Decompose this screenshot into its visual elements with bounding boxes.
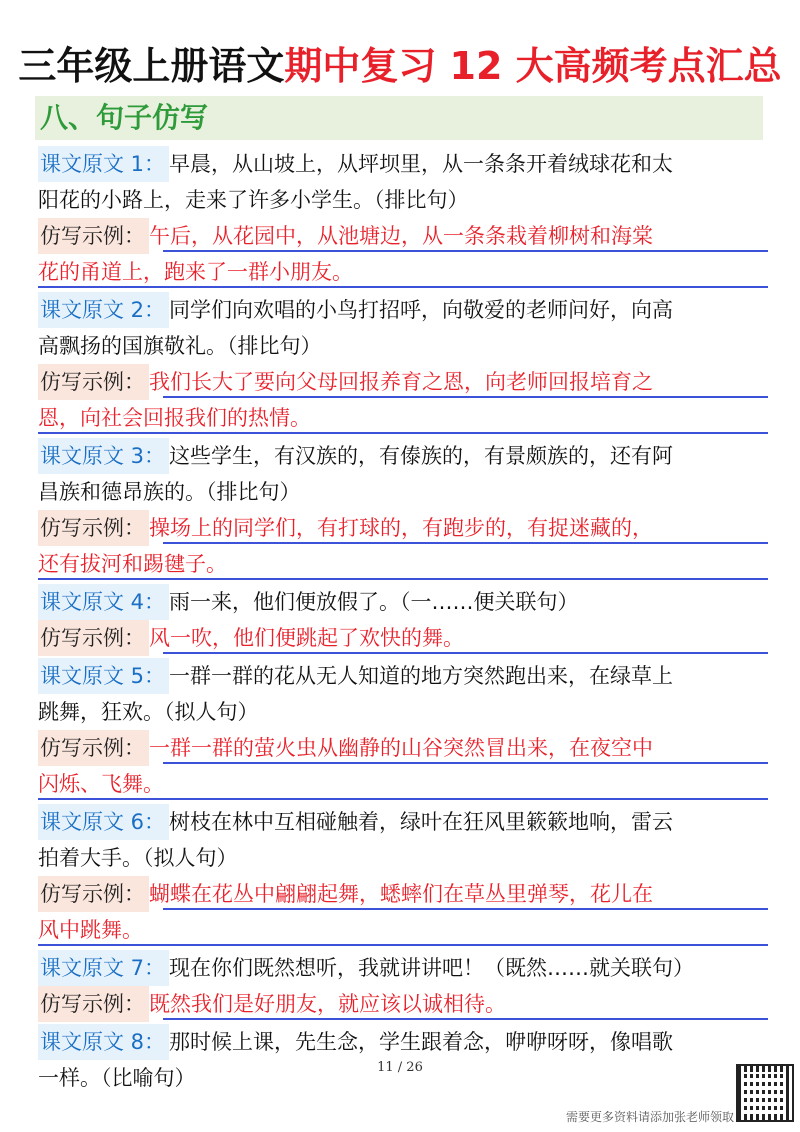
original-label: 课文原文 5：: [38, 658, 169, 694]
example-line: [38, 254, 768, 290]
underline: [38, 286, 768, 288]
section-title: 八、句子仿写: [40, 101, 209, 134]
original-text: 一群一群的花从无人知道的地方突然跑出来，在绿草上: [169, 664, 674, 688]
underline: [163, 542, 768, 544]
original-label: 课文原文 3：: [38, 438, 169, 474]
example-label: 仿写示例：: [38, 730, 149, 766]
example-text: 还有拔河和踢毽子。: [38, 552, 227, 576]
footer-note: 需要更多资料请添加张老师领取: [566, 1110, 735, 1124]
item-block: [38, 658, 768, 802]
item-block: [38, 146, 768, 290]
example-text: 我们长大了要向父母回报养育之恩，向老师回报培育之: [149, 370, 653, 394]
original-text: 拍着大手。（拟人句）: [38, 846, 238, 870]
example-text: 既然我们是好朋友，就应该以诚相待。: [149, 992, 506, 1016]
example-text: 风中跳舞。: [38, 918, 143, 942]
original-line: [38, 694, 768, 730]
underline: [38, 798, 768, 800]
example-text: 一群一群的萤火虫从幽静的山谷突然冒出来，在夜空中: [149, 736, 653, 760]
example-text: 闪烁、飞舞。: [38, 772, 164, 796]
example-line: [38, 546, 768, 582]
underline: [163, 908, 768, 910]
underline: [163, 1018, 768, 1020]
example-label: 仿写示例：: [38, 620, 149, 656]
example-label: 仿写示例：: [38, 364, 149, 400]
example-text: 风一吹，他们便跳起了欢快的舞。: [149, 626, 464, 650]
qr-code-icon: [738, 1066, 792, 1120]
underline: [38, 432, 768, 434]
original-line: [38, 474, 768, 510]
item-block: [38, 804, 768, 948]
original-text: 现在你们既然想听，我就讲讲吧！（既然……就关联句）: [169, 956, 695, 980]
original-text: 同学们向欢唱的小鸟打招呼，向敬爱的老师问好，向高: [169, 298, 674, 322]
original-text: 高飘扬的国旗敬礼。（排比句）: [38, 334, 322, 358]
original-text: 跳舞，狂欢。（拟人句）: [38, 700, 259, 724]
original-text: 树枝在林中互相碰触着，绿叶在狂风里簌簌地响，雷云: [169, 810, 674, 834]
item-block: [38, 584, 768, 656]
example-text: 操场上的同学们，有打球的，有跑步的，有捉迷藏的，: [149, 516, 653, 540]
example-line: [38, 986, 768, 1022]
page-number: 11 / 26: [377, 1060, 423, 1075]
underline: [163, 762, 768, 764]
original-label: 课文原文 2：: [38, 292, 169, 328]
example-label: 仿写示例：: [38, 218, 149, 254]
example-label: 仿写示例：: [38, 876, 149, 912]
example-line: [38, 620, 768, 656]
item-block: [38, 438, 768, 582]
example-text: 恩，向社会回报我们的热情。: [38, 406, 311, 430]
original-label: 课文原文 6：: [38, 804, 169, 840]
page-title: [0, 38, 800, 94]
underline: [163, 250, 768, 252]
example-line: [38, 876, 768, 912]
example-line: [38, 912, 768, 948]
underline: [38, 944, 768, 946]
underline: [163, 652, 768, 654]
original-label: 课文原文 1：: [38, 146, 169, 182]
original-label: 课文原文 4：: [38, 584, 169, 620]
example-label: 仿写示例：: [38, 510, 149, 546]
original-text: 一样。（比喻句）: [38, 1066, 196, 1090]
original-text: 那时候上课，先生念，学生跟着念，咿咿呀呀，像唱歌: [169, 1030, 674, 1054]
example-text: 花的甬道上，跑来了一群小朋友。: [38, 260, 353, 284]
underline: [163, 396, 768, 398]
example-label: 仿写示例：: [38, 986, 149, 1022]
example-line: [38, 730, 768, 766]
original-line: [38, 950, 768, 986]
example-text: 午后，从花园中，从池塘边，从一条条栽着柳树和海棠: [149, 224, 653, 248]
original-line: [38, 182, 768, 218]
original-label: 课文原文 7：: [38, 950, 169, 986]
original-text: 昌族和德昂族的。（排比句）: [38, 480, 301, 504]
original-line: [38, 438, 768, 474]
original-text: 阳花的小路上，走来了许多小学生。（排比句）: [38, 188, 469, 212]
example-text: 蝴蝶在花丛中翩翩起舞，蟋蟀们在草丛里弹琴，花儿在: [149, 882, 653, 906]
original-line: [38, 328, 768, 364]
underline: [38, 578, 768, 580]
example-line: [38, 364, 768, 400]
original-text: 这些学生，有汉族的，有傣族的，有景颇族的，还有阿: [169, 444, 674, 468]
title-red-part: 期中复习 12 大高频考点汇总: [284, 44, 782, 88]
original-line: [38, 584, 768, 620]
title-black-part: 三年级上册语文: [18, 44, 285, 88]
original-line: [38, 292, 768, 328]
original-line: [38, 840, 768, 876]
item-block: [38, 292, 768, 436]
original-line: [38, 658, 768, 694]
original-line: [38, 804, 768, 840]
original-text: 早晨，从山坡上，从坪坝里，从一条条开着绒球花和太: [169, 152, 674, 176]
original-label: 课文原文 8：: [38, 1024, 169, 1060]
example-line: [38, 510, 768, 546]
original-line: [38, 146, 768, 182]
example-line: [38, 218, 768, 254]
original-line: [38, 1024, 768, 1060]
item-block: [38, 950, 768, 1022]
original-text: 雨一来，他们便放假了。（一……便关联句）: [169, 590, 579, 614]
example-line: [38, 766, 768, 802]
example-line: [38, 400, 768, 436]
